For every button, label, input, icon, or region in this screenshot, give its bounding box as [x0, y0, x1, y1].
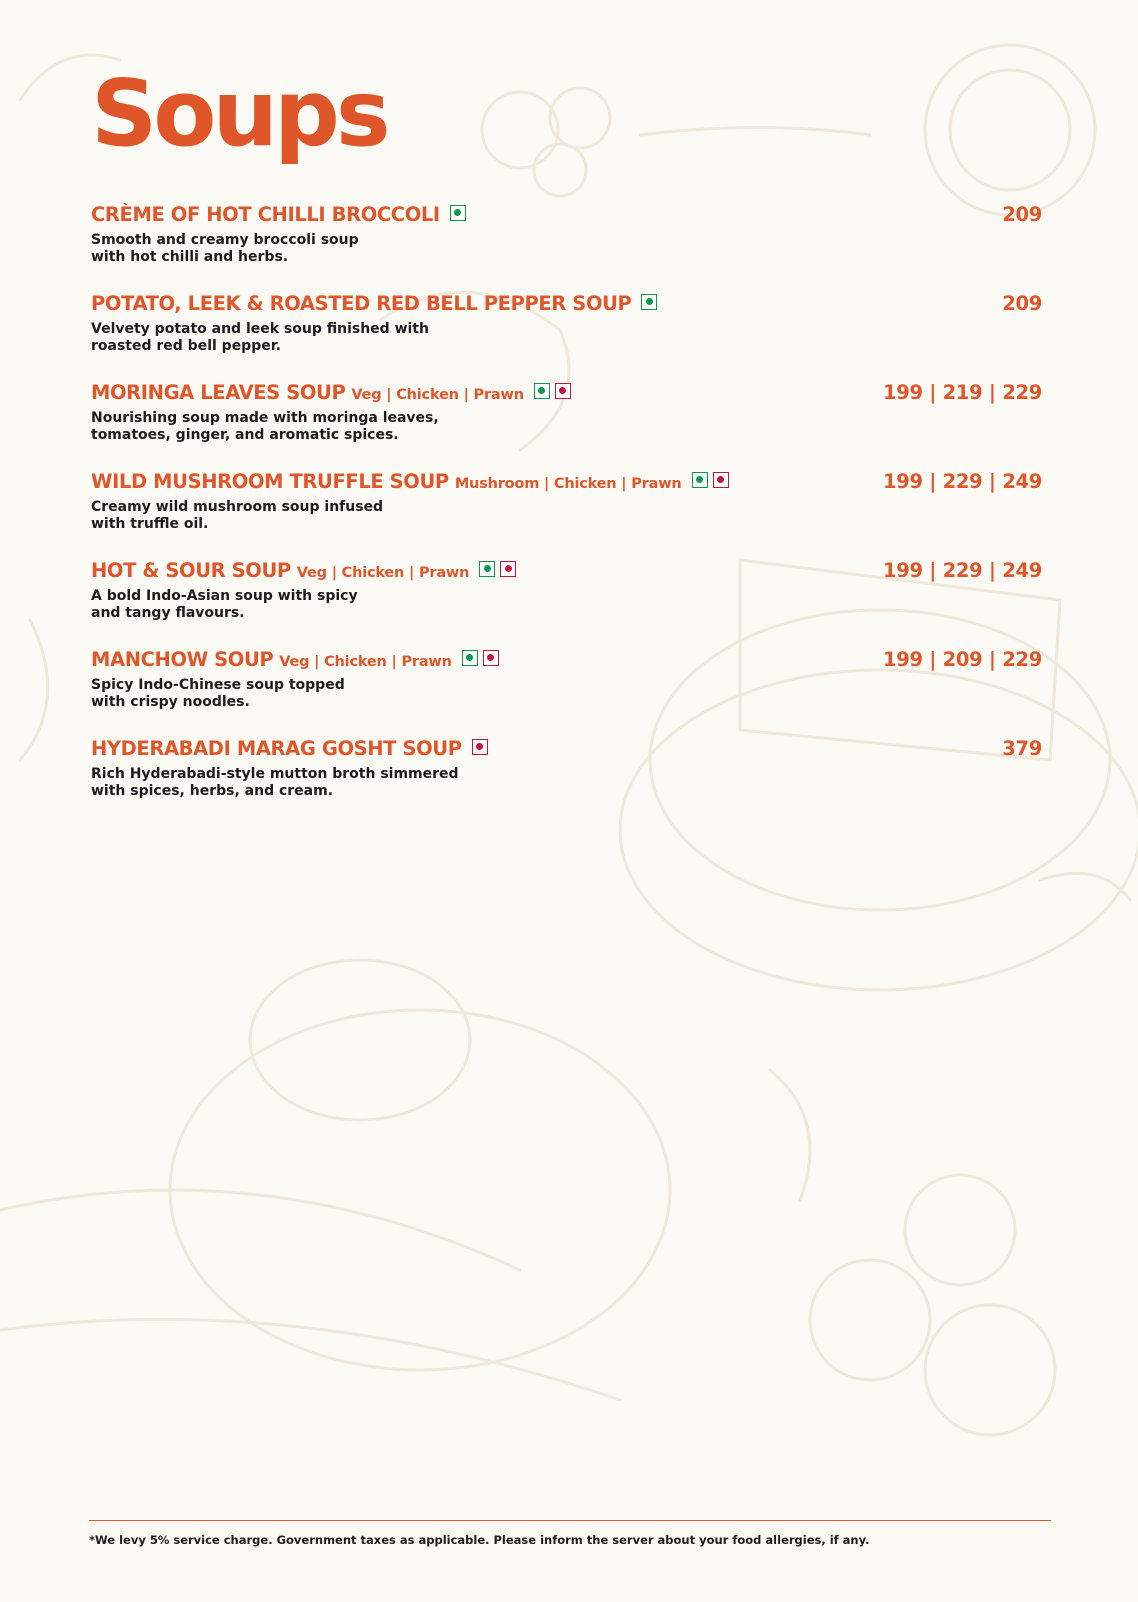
diet-badges — [462, 650, 499, 666]
non-veg-icon — [713, 472, 729, 488]
diet-badges — [450, 205, 466, 221]
menu-item-price: 379 — [1002, 737, 1042, 760]
veg-icon — [462, 650, 478, 666]
veg-icon — [534, 383, 550, 399]
menu-item-description: Velvety potato and leek soup finished with roasted red bell pepper. — [91, 321, 429, 354]
menu-item-description: Creamy wild mushroom soup infused with truffle oil. — [91, 499, 384, 532]
footer-note: *We levy 5% service charge. Government taxes as applicable. Please inform the server about your food allergies, if any. — [89, 1533, 870, 1547]
non-veg-icon — [472, 739, 488, 755]
non-veg-icon — [483, 650, 499, 666]
menu-item — [91, 737, 1042, 826]
menu-item — [91, 292, 1042, 381]
diet-badges — [692, 472, 729, 488]
menu-item-variants: Veg | Chicken | Prawn — [296, 565, 470, 581]
menu-item-price: 199 | 209 | 229 — [882, 648, 1042, 671]
menu-item-name: POTATO, LEEK & ROASTED RED BELL PEPPER SOUP — [91, 292, 632, 315]
footer-divider — [89, 1520, 1051, 1521]
menu-item-name: WILD MUSHROOM TRUFFLE SOUP — [91, 470, 449, 493]
menu-item-variants: Mushroom | Chicken | Prawn — [454, 476, 682, 492]
menu-item-name: MORINGA LEAVES SOUP — [91, 381, 346, 404]
veg-icon — [692, 472, 708, 488]
menu-item-description: Rich Hyderabadi-style mutton broth simmered with spices, herbs, and cream. — [91, 766, 459, 799]
menu-item-header — [91, 737, 1042, 760]
menu-item — [91, 470, 1042, 559]
diet-badges — [479, 561, 516, 577]
menu-list — [91, 203, 1042, 826]
menu-item-variants: Veg | Chicken | Prawn — [279, 654, 452, 670]
menu-item — [91, 381, 1042, 470]
diet-badges — [472, 739, 488, 755]
menu-item-price: 199 | 229 | 249 — [882, 470, 1042, 493]
menu-item-price: 209 — [1002, 292, 1042, 315]
menu-item-name: HOT & SOUR SOUP — [91, 559, 291, 582]
menu-item-description: Spicy Indo-Chinese soup topped with crispy noodles. — [91, 677, 345, 710]
page-title: Soups — [91, 60, 387, 167]
menu-item — [91, 203, 1042, 292]
menu-item-price: 199 | 219 | 229 — [882, 381, 1042, 404]
non-veg-icon — [555, 383, 571, 399]
menu-item-description: Smooth and creamy broccoli soup with hot chilli and herbs. — [91, 232, 359, 265]
non-veg-icon — [500, 561, 516, 577]
veg-icon — [479, 561, 495, 577]
menu-item-name: HYDERABADI MARAG GOSHT SOUP — [91, 737, 462, 760]
menu-item-price: 209 — [1002, 203, 1042, 226]
menu-item-header — [91, 203, 1042, 226]
menu-item-name: MANCHOW SOUP — [91, 648, 274, 671]
menu-item — [91, 559, 1042, 648]
menu-item-variants: Veg | Chicken | Prawn — [351, 387, 524, 403]
veg-icon — [641, 294, 657, 310]
menu-item-name: CRÈME OF HOT CHILLI BROCCOLI — [91, 203, 440, 226]
diet-badges — [534, 383, 571, 399]
menu-item-header — [91, 292, 1042, 315]
menu-item — [91, 648, 1042, 737]
menu-item-price: 199 | 229 | 249 — [882, 559, 1042, 582]
menu-item-description: A bold Indo-Asian soup with spicy and tangy flavours. — [91, 588, 358, 621]
diet-badges — [641, 294, 657, 310]
menu-item-description: Nourishing soup made with moringa leaves, tomatoes, ginger, and aromatic spices. — [91, 410, 439, 443]
veg-icon — [450, 205, 466, 221]
